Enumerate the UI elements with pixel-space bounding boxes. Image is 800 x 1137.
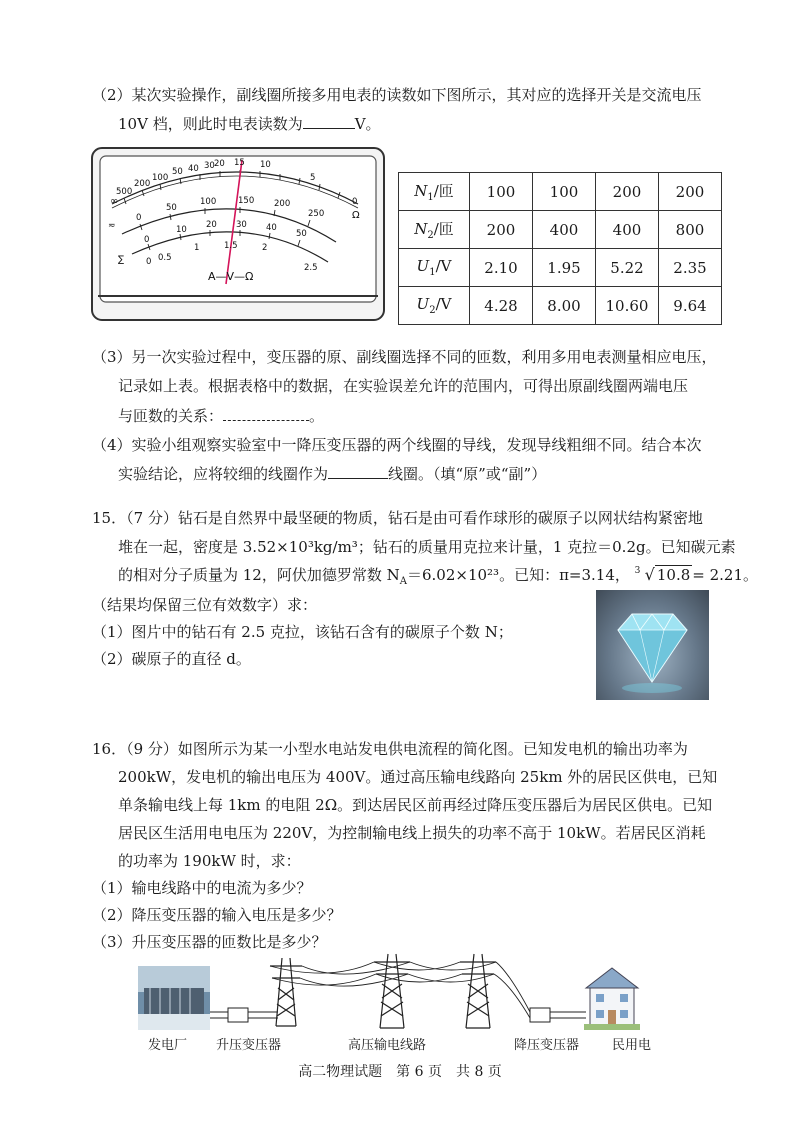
step-down-transformer-icon [530, 1008, 550, 1022]
q14-part4-end: 线圈。（填“原”或“副”） [388, 465, 547, 483]
scale-label: 0 [146, 257, 152, 267]
scale-label: 50 [172, 167, 183, 177]
scale-label: 0 [144, 235, 150, 245]
house-icon [584, 968, 640, 1030]
scale-label: 40 [266, 223, 277, 233]
scale-label: 50 [296, 229, 307, 239]
q16-sub1: （1）输电线路中的电流为多少？ [92, 879, 312, 897]
scale-label: 30 [204, 161, 215, 171]
dc-symbol: ≂ [108, 221, 116, 231]
ohm-symbol: Ω [352, 210, 360, 221]
scale-label: 2 [262, 243, 268, 253]
table-cell: 200 [470, 211, 533, 249]
scale-label: 0.5 [158, 253, 172, 263]
q14-part2-line2 [118, 112, 381, 135]
q14-part4-line2 [118, 462, 546, 485]
scale-label: 10 [176, 225, 187, 235]
multimeter-dial [90, 146, 386, 322]
scale-label: 5 [310, 173, 316, 183]
table-cell: 1.95 [533, 249, 596, 287]
q14-part3-line1: （3）另一次实验过程中，变压器的原、副线圈选择不同的匝数，利用多用电表测量相应电压， [92, 348, 717, 366]
q16-line4: 居民区生活用电电压为 220V，为控制输电线上损失的功率不高于 10kW。若居民区消耗 [118, 824, 706, 842]
diamond-photo [596, 590, 709, 700]
root-radicand: 10.8 [656, 566, 691, 584]
q14-part3-end: 。 [309, 407, 325, 425]
caption-transmission-line: 高压输电线路 [348, 1038, 427, 1053]
power-transmission-diagram [130, 948, 690, 1040]
q16-line2: 200kW，发电机的输出电压为 400V。通过高压输电线路向 25km 外的居民区供电，已知 [118, 768, 718, 786]
radical-sign-icon: √ [644, 565, 655, 584]
meter-label: A—V—Ω [208, 270, 254, 283]
scale-label: 20 [206, 220, 217, 230]
caption-residential: 民用电 [612, 1038, 652, 1053]
row-header: $U_2/V$ [399, 287, 470, 325]
table-row [399, 287, 722, 325]
answer-blank-reading[interactable] [303, 112, 355, 129]
q16-line1: 16．（9 分）如图所示为某一小型水电站发电供电流程的简化图。已知发电机的输出功率为 [92, 740, 688, 758]
q15-sub2: （2）碳原子的直径 d。 [92, 650, 251, 668]
table-cell: 800 [659, 211, 722, 249]
q14-part2-line1: （2）某次实验操作，副线圈所接多用电表的读数如下图所示，其对应的选择开关是交流电压 [92, 86, 702, 104]
q15-line3-text: 的相对分子质量为 12，阿伏加德罗常数 N [118, 566, 400, 584]
q16-sub2: （2）降压变压器的输入电压是多少？ [92, 906, 342, 924]
scale-label: 500 [116, 187, 133, 197]
q14-part3-line3 [118, 404, 324, 427]
scale-label: 100 [200, 197, 217, 207]
scale-label: 100 [152, 173, 169, 183]
q15-sub1: （1）图片中的钻石有 2.5 克拉，该钻石含有的碳原子个数 N； [92, 623, 513, 641]
page-footer: 高二物理试题 第 6 页 共 8 页 [298, 1064, 502, 1080]
diamond-icon [596, 590, 709, 700]
q15-line3-constants: ＝6.02×10²³。已知：π=3.14， [406, 566, 630, 584]
row-header: $N_1/$匝 [399, 173, 470, 211]
scale-label: 1 [194, 243, 200, 253]
infinity-symbol: ∞ [110, 196, 119, 207]
scale-label: 0 [136, 213, 142, 223]
table-cell: 400 [533, 211, 596, 249]
table-cell: 200 [596, 173, 659, 211]
q14-part4-line1: （4）实验小组观察实验室中一降压变压器的两个线圈的导线，发现导线粗细不同。结合本次 [92, 436, 702, 454]
step-up-transformer-icon [228, 1008, 248, 1022]
avogadro-subscript: A [399, 576, 407, 587]
row-header: $N_2/$匝 [399, 211, 470, 249]
caption-step-down: 降压变压器 [514, 1038, 580, 1053]
q16-line3: 单条输电线上每 1km 的电阻 2Ω。到达居民区前再经过降压变压器后为居民区供电。已知 [118, 796, 713, 814]
table-cell: 5.22 [596, 249, 659, 287]
table-cell: 400 [596, 211, 659, 249]
cube-root-expression [635, 564, 693, 586]
answer-blank-coil[interactable] [328, 462, 388, 479]
q14-part2-text: 10V 档，则此时电表读数为 [118, 115, 303, 133]
q15-line2: 堆在一起，密度是 3.52×10³kg/m³；钻石的质量用克拉来计量，1 克拉＝0.2g。已知碳元素 [118, 538, 736, 556]
scale-label: 200 [134, 179, 151, 189]
table-cell: 200 [659, 173, 722, 211]
scale-label: 1.5 [224, 241, 238, 251]
q15-line3 [118, 564, 758, 593]
table-cell: 8.00 [533, 287, 596, 325]
table-row [399, 249, 722, 287]
scale-label: 20 [214, 159, 225, 169]
answer-blank-relation[interactable] [223, 404, 309, 421]
scale-label: 10 [260, 160, 271, 170]
table-row [399, 211, 722, 249]
table-cell: 2.35 [659, 249, 722, 287]
scale-label: 50 [166, 203, 177, 213]
root-index: 3 [634, 566, 641, 576]
scale-label: 15 [234, 158, 245, 168]
pylon-icon [460, 954, 496, 1028]
turns-voltage-table [398, 172, 722, 325]
q14-part3-line2: 记录如上表。根据表格中的数据，在实验误差允许的范围内，可得出原副线圈两端电压 [118, 377, 689, 395]
table-cell: 100 [470, 173, 533, 211]
ac-symbol: ∑ [118, 255, 125, 265]
scale-label: 40 [188, 164, 199, 174]
scale-label: 150 [238, 196, 255, 206]
q16-line5: 的功率为 190kW 时，求： [118, 852, 301, 870]
table-cell: 9.64 [659, 287, 722, 325]
q16-sub3: （3）升压变压器的匝数比是多少？ [92, 933, 327, 951]
pylon-icon [374, 954, 410, 1028]
caption-step-up: 升压变压器 [216, 1038, 282, 1053]
scale-label: 2.5 [304, 263, 318, 273]
scale-label: 30 [236, 220, 247, 230]
q15-line4: （结果均保留三位有效数字）求： [92, 596, 318, 614]
q15-line1: 15．（7 分）钻石是自然界中最坚硬的物质，钻石是由可看作球形的碳原子以网状结构紧密地 [92, 509, 703, 527]
row-header: $U_1/V$ [399, 249, 470, 287]
table-cell: 4.28 [470, 287, 533, 325]
caption-power-plant: 发电厂 [148, 1038, 188, 1053]
scale-label: 0 [352, 197, 358, 207]
scale-label: 250 [308, 209, 325, 219]
table-row [399, 173, 722, 211]
table-cell: 10.60 [596, 287, 659, 325]
table-cell: 100 [533, 173, 596, 211]
table-cell: 2.10 [470, 249, 533, 287]
root-result: = 2.21。 [692, 566, 759, 584]
pylon-icon [270, 958, 302, 1026]
scale-label: 200 [274, 199, 291, 209]
q14-part2-unit: V。 [354, 115, 381, 133]
q14-part4-text: 实验结论，应将较细的线圈作为 [118, 465, 329, 483]
q14-part3-text: 与匝数的关系： [118, 407, 224, 425]
